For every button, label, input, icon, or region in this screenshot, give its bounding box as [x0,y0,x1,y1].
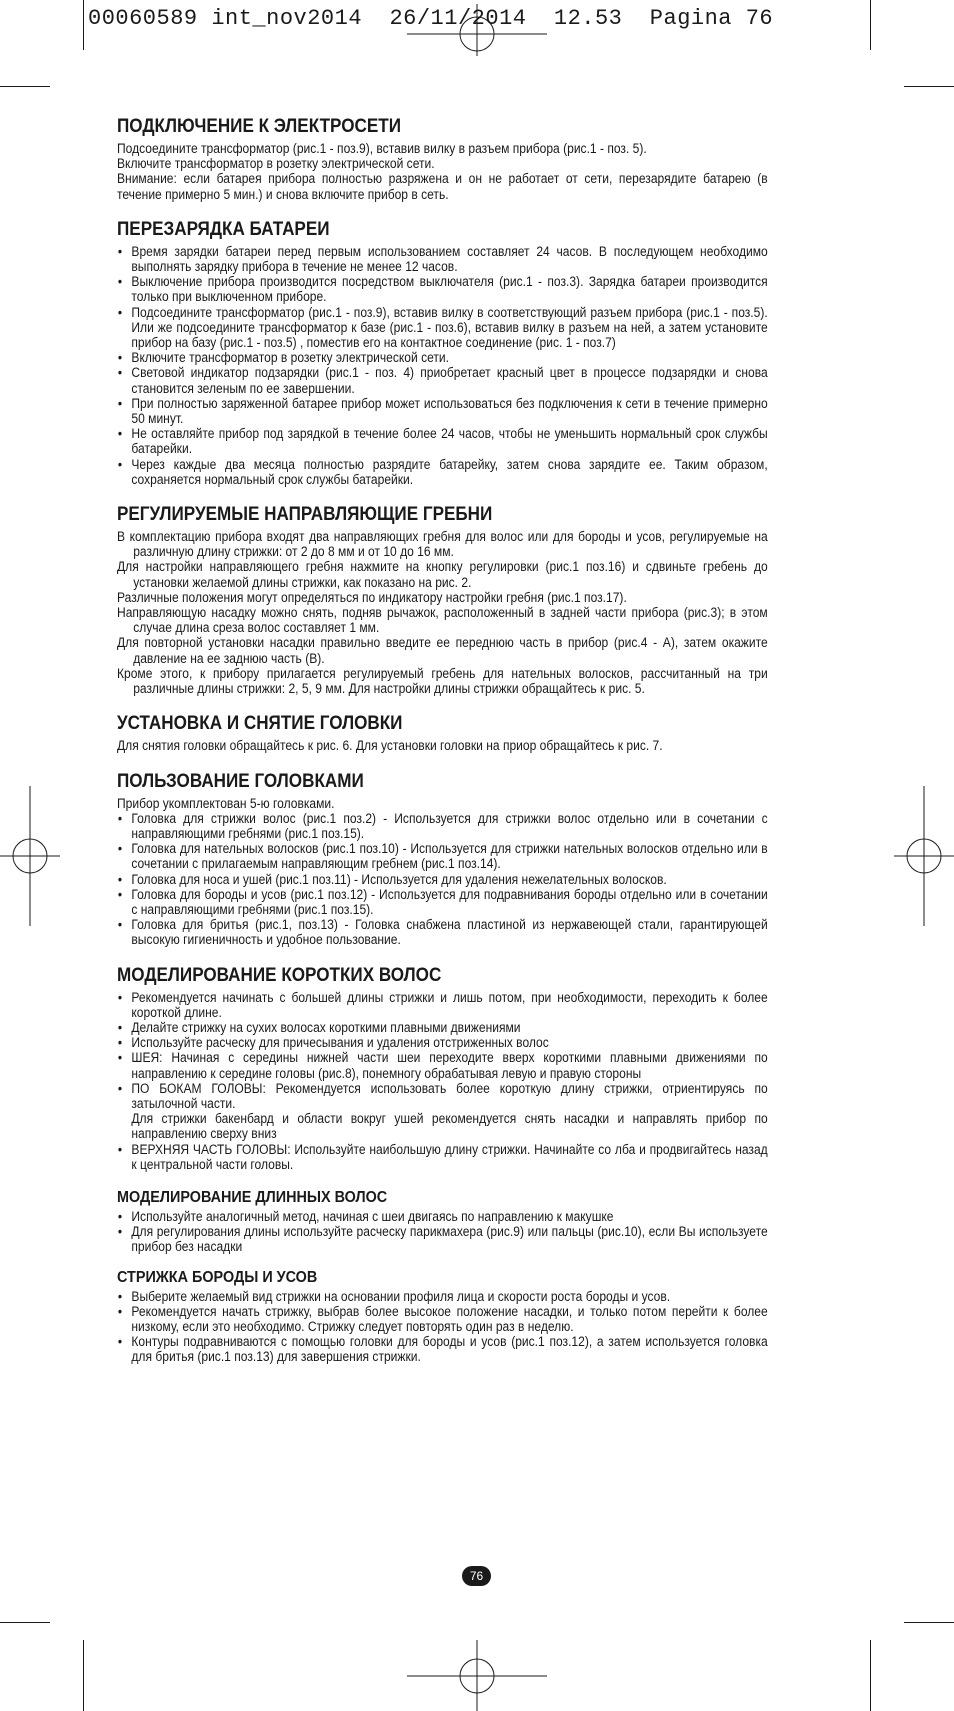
paragraph: Прибор укомплектован 5-ю головками. [117,795,335,811]
paragraph: Для повторной установки насадки правильно введите ее переднюю часть в прибор (рис.4 - A), затем окажите давление на ее заднюю часть (B). [117,635,768,666]
section-title: УСТАНОВКА И СНЯТИЕ ГОЛОВКИ [117,713,403,735]
crop-mark-top-right-h [904,86,954,87]
list-item: • Головка для бритья (рис.1, поз.13) - Головка снабжена пластиной из нержавеющей стали, гарантирующей высокую гигиеничность и удобное пользование. [117,917,768,947]
paragraph: Подсоедините трансформатор (рис.1 - поз.9), вставив вилку в разъем прибора (рис.1 - поз. 5). [117,141,647,156]
manual-page-content [117,116,768,1379]
list-item: • Через каждые два месяца полностью разрядите батарейку, затем снова зарядите ее. Таким образом, сохраняется нормальный срок службы батарейки. [117,457,768,487]
list-item: • ВЕРХНЯЯ ЧАСТЬ ГОЛОВЫ: Используйте наибольшую длину стрижки. Начинайте со лба и продвигайтесь назад к центральной части головы. [117,1142,768,1172]
crop-mark-top-right [870,0,871,50]
list-item: • Время зарядки батареи перед первым использованием составляет 24 часов. В последующем необходимо выполнять зарядку прибора в течение не менее 12 часов. [117,244,768,274]
registration-mark-bottom [407,1640,547,1711]
section-power-connection [117,116,768,202]
crop-mark-bottom-right-h [904,1622,954,1623]
bullet-list [117,1209,768,1255]
crop-mark-top-left [83,0,84,50]
list-item: • Используйте расческу для причесывания и удаления отстриженных волос [117,1035,768,1050]
section-title: ПОЛЬЗОВАНИЕ ГОЛОВКАМИ [117,770,364,792]
section-title: МОДЕЛИРОВАНИЕ КОРОТКИХ ВОЛОС [117,964,442,986]
page-number-badge: 76 [462,1566,491,1586]
sub-paragraph: Для стрижки бакенбард и области вокруг ушей рекомендуется снять насадки и направлять прибор по направлению сверху вниз [131,1111,768,1142]
list-item: • ПО БОКАМ ГОЛОВЫ: Рекомендуется использовать более короткую длину стрижки, отриентируясь по затылочной части. [117,1081,768,1111]
bullet-list [117,1289,768,1365]
crop-mark-bottom-left [83,1640,84,1711]
section-title: ПЕРЕЗАРЯДКА БАТАРЕИ [117,218,330,240]
bullet-list [117,1142,768,1172]
paragraph: В комплектацию прибора входят два направляющих гребня для волос или для бороды и усов, регулируемые на различную длину стрижки: от 2 до 8 мм и от 10 до 16 мм. [117,529,768,560]
section-short-hair-styling [117,965,768,1172]
bullet-list [117,244,768,487]
registration-mark-left [0,786,60,926]
list-item: • Выберите желаемый вид стрижки на основании профиля лица и скорости роста бороды и усов. [117,1289,768,1304]
list-item: • Рекомендуется начать стрижку, выбрав более высокое положение насадки, и только потом перейти к более низкому, если это необходимо. Стрижку следует повторять один раз в неделю. [117,1304,768,1334]
registration-mark-top [407,4,547,56]
section-battery-recharge [117,219,768,487]
list-item: • Для регулирования длины используйте расческу парикмахера (рис.9) или пальцы (рис.10), если Вы используете прибор без насадки [117,1224,768,1254]
section-long-hair-styling [117,1189,768,1255]
list-item: • Головка для нательных волосков (рис.1 поз.10) - Используется для стрижки нательных волосков отдельно или в сочетании с прилагаемым направляющим гребнем (рис.1 поз.14). [117,841,768,871]
list-item: • Контуры подравниваются с помощью головки для бороды и усов (рис.1 поз.12), а затем используется головка для бритья (рис.1 поз.13) для завершения стрижки. [117,1334,768,1364]
paragraph: Направляющую насадку можно снять, подняв рычажок, расположенный в задней части прибора (рис.3); в этом случае длина среза волос составляет 1 мм. [117,605,768,636]
list-item: • Рекомендуется начинать с большей длины стрижки и лишь потом, при необходимости, переходить к более короткой длине. [117,990,768,1020]
paragraph: Кроме этого, к прибору прилагается регулируемый гребень для нательных волосков, рассчитанный на три различные длины стрижки: 2, 5, 9 мм. Для настройки длины стрижки обращайтесь к рис. 5. [117,665,768,697]
paragraph: Включите трансформатор в розетку электрической сети. [117,156,435,172]
list-item: • Не оставляйте прибор под зарядкой в течение более 24 часов, чтобы не уменьшить нормальный срок службы батарейки. [117,426,768,456]
list-item: • Включите трансформатор в розетку электрической сети. [117,350,768,365]
crop-mark-top-left-h [0,86,50,87]
paragraph: Для настройки направляющего гребня нажмите на кнопку регулировки (рис.1 поз.16) и сдвиньте гребень до установки желаемой длины стрижки, как показано на рис. 2. [117,559,768,590]
paragraph: Различные положения могут определяться по индикатору настройки гребня (рис.1 поз.17). [117,589,627,605]
list-item: • Подсоедините трансформатор (рис.1 - поз.9), вставив вилку в соответствующий разъем прибора (рис.1 - поз.5). Или же подсоедините трансформатор к базе (рис.1 - поз.6), вставив вилку в разъем на ней, а затем установите прибор на базу (рис.1 - поз.5) , поместив его на контактное соединение (рис. 1 - поз.7) [117,305,768,351]
crop-mark-bottom-right [870,1640,871,1711]
list-item: • Световой индикатор подзарядки (рис.1 - поз. 4) приобретает красный цвет в процессе подзарядки и снова становится зеленым по ее завершении. [117,365,768,395]
list-item: • Делайте стрижку на сухих волосах короткими плавными движениями [117,1020,768,1035]
print-slug: 00060589 int_nov2014 26/11/2014 12.53 Pagina 76 [88,6,774,31]
paragraph: Для снятия головки обращайтесь к рис. 6. Для установки головки на приор обращайтесь к рис. 7. [117,738,663,754]
section-using-heads [117,771,768,948]
registration-mark-right [894,786,954,926]
paragraph: Внимание: если батарея прибора полностью разряжена и он не работает от сети, перезарядите батарею (в течение примерно 5 мин.) и снова включите прибор в сеть. [117,171,768,202]
list-item: • При полностью заряженной батарее прибор может использоваться без подключения к сети в течение примерно 50 минут. [117,396,768,426]
list-item: • Используйте аналогичный метод, начиная с шеи двигаясь по направлению к макушке [117,1209,768,1224]
section-title: РЕГУЛИРУЕМЫЕ НАПРАВЛЯЮЩИЕ ГРЕБНИ [117,504,493,526]
list-item: • Головка для бороды и усов (рис.1 поз.12) - Используется для подравнивания бороды отдельно или в сочетании с направляющими гребнями (рис.1 поз.15). [117,887,768,917]
crop-mark-bottom-left-h [0,1622,50,1623]
section-title: МОДЕЛИРОВАНИЕ ДЛИННЫХ ВОЛОС [117,1188,388,1206]
bullet-list [117,990,768,1112]
section-title: СТРИЖКА БОРОДЫ И УСОВ [117,1268,318,1286]
list-item: • Головка для стрижки волос (рис.1 поз.2) - Используется для стрижки волос отдельно или в сочетании с направляющими гребнями (рис.1 поз.15). [117,811,768,841]
section-adjustable-combs [117,504,768,696]
list-item: • Головка для носа и ушей (рис.1 поз.11) - Используется для удаления нежелательных волосков. [117,872,768,887]
list-item: • Выключение прибора производится посредством выключателя (рис.1 - поз.3). Зарядка батареи производится только при выключенном приборе. [117,274,768,304]
section-title: ПОДКЛЮЧЕНИЕ К ЭЛЕКТРОСЕТИ [117,116,402,137]
section-beard-trimming [117,1269,768,1365]
section-head-install-remove [117,713,768,753]
list-item: • ШЕЯ: Начиная с середины нижней части шеи переходите вверх короткими плавными движениями по направлению к середине головы (рис.8), понемногу обрабатывая левую и правую стороны [117,1050,768,1080]
bullet-list [117,811,768,948]
